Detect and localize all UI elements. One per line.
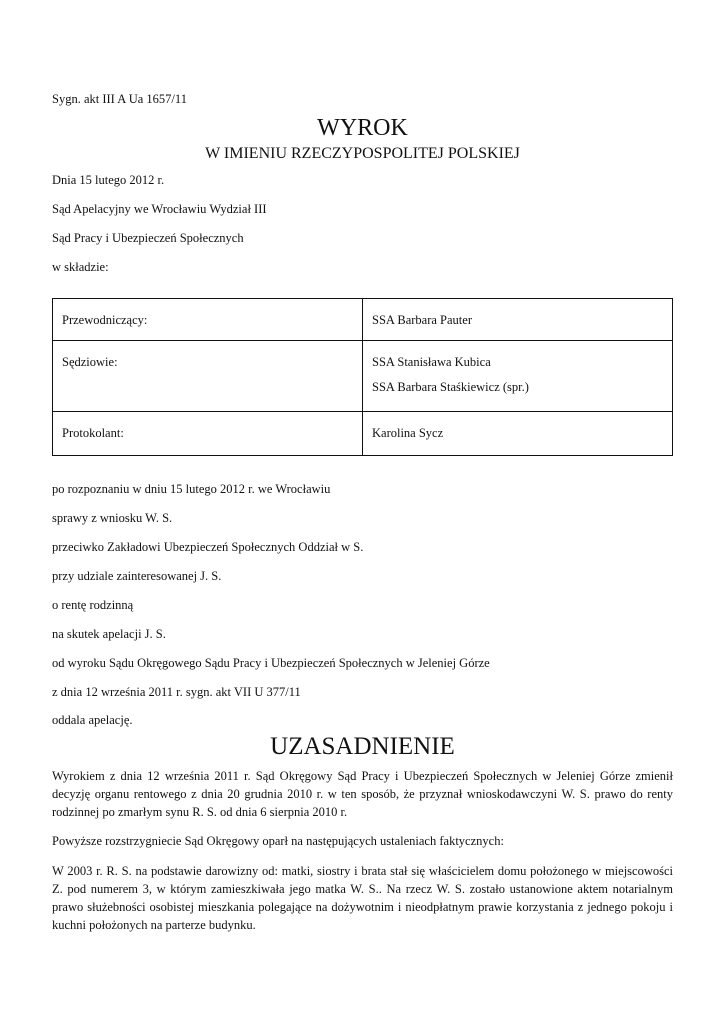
presiding-name: SSA Barbara Pauter bbox=[372, 313, 472, 327]
proceedings-line: od wyroku Sądu Okręgowego Sądu Pracy i Ubezpieczeń Społecznych w Jeleniej Górze bbox=[52, 656, 490, 670]
document-title: WYROK bbox=[317, 115, 408, 141]
verdict-line: oddala apelację. bbox=[52, 713, 133, 727]
document-subtitle: W IMIENIU RZECZYPOSPOLITEJ POLSKIEJ bbox=[205, 145, 520, 162]
judge-name: SSA Barbara Staśkiewicz (spr.) bbox=[372, 380, 529, 394]
proceedings-line: po rozpoznaniu w dniu 15 lutego 2012 r. we Wrocławiu bbox=[52, 482, 331, 496]
proceedings-line: z dnia 12 września 2011 r. sygn. akt VII U 377/11 bbox=[52, 685, 301, 699]
justification-paragraph: W 2003 r. R. S. na podstawie darowizny od: matki, siostry i brata stał się właścicielem domu położonego w miejscowości Z. pod numerem 3, w którym zamieszkiwała jego matka W. S.. Na rzecz W. S. zostało ustanowione aktem notarialnym prawo służebności osobistej mieszkania polegające na dożywotnim i nieodpłatnym prawie korzystania z jednego pokoju i kuchni położonych na parterze budynku. bbox=[52, 864, 673, 932]
proceedings-line: przy udziale zainteresowanej J. S. bbox=[52, 569, 222, 583]
clerk-label-cell bbox=[53, 412, 363, 456]
presiding-label: Przewodniczący: bbox=[62, 313, 148, 327]
table-row bbox=[53, 299, 673, 341]
judgment-date: Dnia 15 lutego 2012 r. bbox=[52, 173, 165, 187]
judges-label-cell bbox=[53, 341, 363, 412]
court-composition-table bbox=[52, 298, 673, 456]
judges-names-cell bbox=[363, 341, 673, 412]
court-name-line2: Sąd Pracy i Ubezpieczeń Społecznych bbox=[52, 231, 244, 245]
clerk-name-cell bbox=[363, 412, 673, 456]
table-row bbox=[53, 341, 673, 412]
proceedings-line: o rentę rodzinną bbox=[52, 598, 134, 612]
case-signature: Sygn. akt III A Ua 1657/11 bbox=[52, 92, 187, 106]
presiding-name-cell bbox=[363, 299, 673, 341]
judge-name: SSA Stanisława Kubica bbox=[372, 355, 491, 369]
court-name-line1: Sąd Apelacyjny we Wrocławiu Wydział III bbox=[52, 202, 267, 216]
justification-paragraph: Wyrokiem z dnia 12 września 2011 r. Sąd Okręgowy Sąd Pracy i Ubezpieczeń Społecznych w Jeleniej Górze zmienił decyzję organu rentowego z dnia 20 grudnia 2010 r. w ten sposób, że przyznał wnioskodawczyni W. S. prawo do renty rodzinnej po zmarłym synu R. S. od dnia 6 sierpnia 2010 r. bbox=[52, 769, 673, 819]
composition-intro: w składzie: bbox=[52, 260, 109, 274]
presiding-label-cell bbox=[53, 299, 363, 341]
proceedings-line: sprawy z wniosku W. S. bbox=[52, 511, 173, 525]
justification-title: UZASADNIENIE bbox=[270, 733, 455, 760]
clerk-label: Protokolant: bbox=[62, 426, 124, 440]
proceedings-line: na skutek apelacji J. S. bbox=[52, 627, 166, 641]
judges-label: Sędziowie: bbox=[62, 355, 118, 369]
justification-paragraph: Powyższe rozstrzygniecie Sąd Okręgowy oparł na następujących ustaleniach faktycznych: bbox=[52, 834, 504, 848]
table-row bbox=[53, 412, 673, 456]
clerk-name: Karolina Sycz bbox=[372, 426, 444, 440]
proceedings-line: przeciwko Zakładowi Ubezpieczeń Społecznych Oddział w S. bbox=[52, 540, 364, 554]
